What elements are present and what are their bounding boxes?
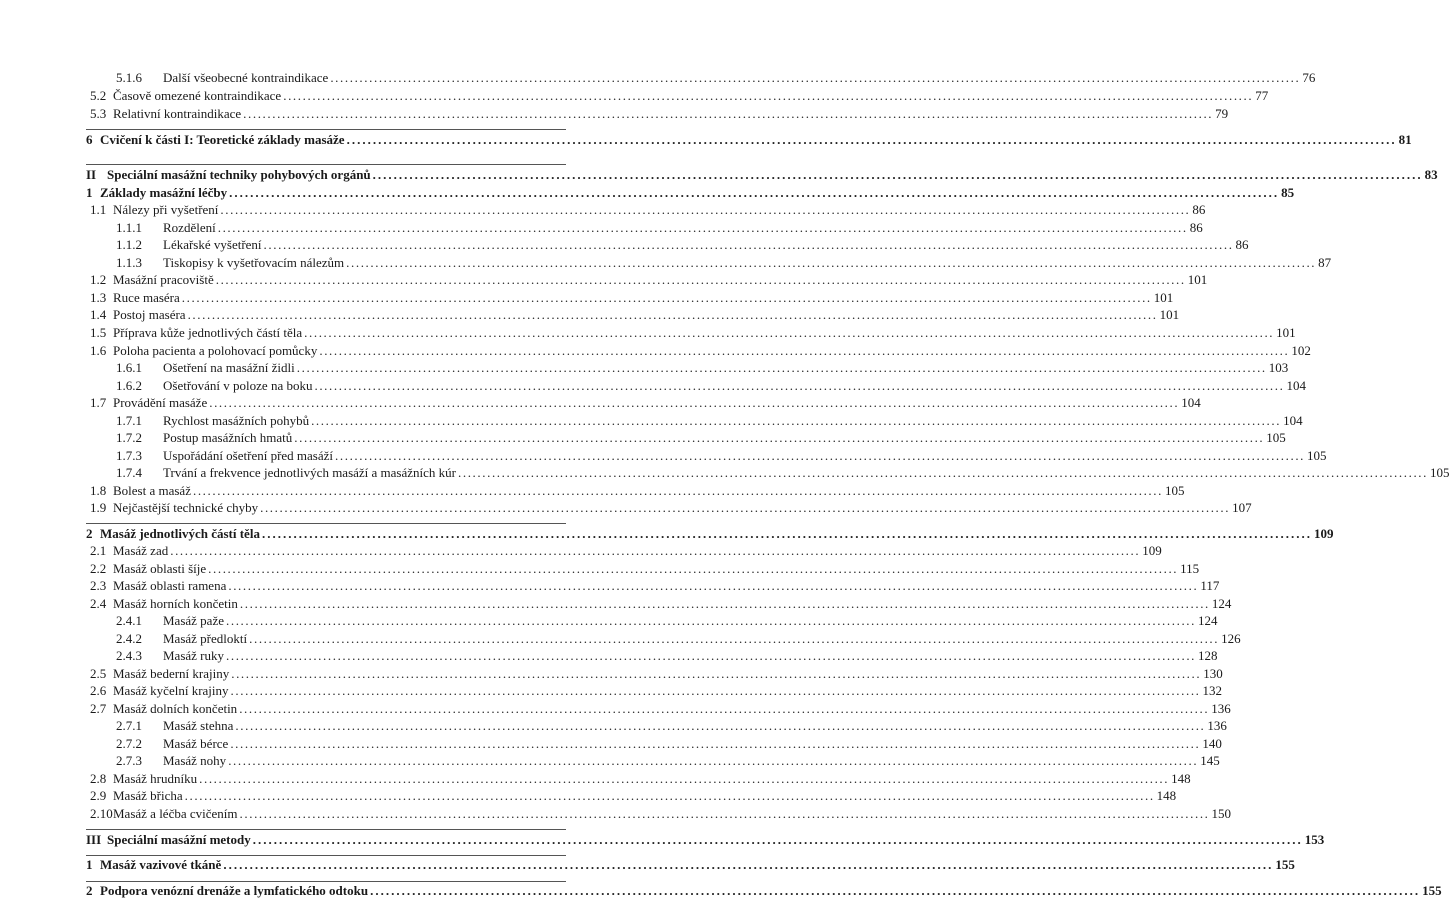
toc-entry-page-number: 77 — [1255, 88, 1269, 103]
section-divider — [86, 129, 566, 130]
toc-entry-title: Speciální masážní metody — [107, 832, 251, 847]
toc-entry-title: Ošetřování v poloze na boku — [163, 378, 313, 393]
dot-leader: ........................................................................................................................................................................................................ — [220, 202, 1191, 217]
toc-entry-page-number: 101 — [1159, 307, 1180, 322]
toc-entry-title: Masáž bederní krajiny — [113, 666, 230, 681]
toc-entry-title: Masáž ruky — [163, 648, 225, 663]
toc-entry-number: 2.9 — [90, 788, 107, 803]
toc-entry-page-number: 101 — [1187, 272, 1208, 287]
toc-entry-number: 1.7.4 — [116, 465, 142, 480]
dot-leader: ........................................................................................................................................................................................................ — [458, 465, 1428, 480]
toc-entry-title: Masáž předloktí — [163, 631, 248, 646]
dot-leader: ........................................................................................................................................................................................................ — [260, 500, 1231, 515]
toc-entry-page-number: 86 — [1235, 237, 1249, 252]
dot-leader: ........................................................................................................................................................................................................ — [184, 788, 1155, 803]
toc-entry-page-number: 148 — [1156, 788, 1177, 803]
toc-entry-number: 2.3 — [90, 578, 107, 593]
toc-entry-title: Postup masážních hmatů — [163, 430, 293, 445]
toc-entry-number: 1.6.2 — [116, 378, 142, 393]
toc-entry-page-number: 104 — [1283, 413, 1303, 428]
dot-leader: ........................................................................................................................................................................................................ — [229, 185, 1280, 200]
dot-leader: ........................................................................................................................................................................................................ — [314, 378, 1285, 393]
toc-entry-number: 5.2 — [90, 88, 107, 103]
toc-entry-number: 2.7.2 — [116, 736, 142, 751]
dot-leader: ........................................................................................................................................................................................................ — [283, 88, 1254, 103]
toc-entry-title: Masáž zad — [113, 543, 169, 558]
toc-entry-number: 2.7 — [90, 701, 107, 716]
toc-entry-page-number: 102 — [1291, 343, 1311, 358]
toc-entry-page-number: 136 — [1211, 701, 1231, 716]
dot-leader: ........................................................................................................................................................................................................ — [296, 360, 1267, 375]
toc-entry-page-number: 140 — [1202, 736, 1222, 751]
toc-entry-page-number: 104 — [1286, 378, 1306, 393]
toc-entry-number: 2.8 — [90, 771, 107, 786]
toc-entry-title: Základy masážní léčby — [100, 185, 228, 200]
toc-entry-number: 2.4.2 — [116, 631, 142, 646]
dot-leader: ........................................................................................................................................................................................................ — [263, 237, 1234, 252]
dot-leader: ........................................................................................................................................................................................................ — [239, 701, 1210, 716]
toc-entry-title: Nejčastější technické chyby — [113, 500, 259, 515]
dot-leader: ........................................................................................................................................................................................................ — [372, 167, 1423, 182]
toc-entry-number: 2 — [86, 526, 93, 541]
toc-entry-number: 1.1.2 — [116, 237, 142, 252]
dot-leader: ........................................................................................................................................................................................................ — [239, 806, 1210, 821]
toc-entry-page-number: 128 — [1198, 648, 1218, 663]
toc-entry-number: 1.4 — [90, 307, 107, 322]
dot-leader: ........................................................................................................................................................................................................ — [231, 666, 1202, 681]
dot-leader: ........................................................................................................................................................................................................ — [346, 132, 1397, 147]
toc-entry-page-number: 104 — [1181, 395, 1201, 410]
toc-entry-number: 1.2 — [90, 272, 107, 287]
toc-entry-page-number: 155 — [1422, 883, 1442, 898]
section-divider — [86, 881, 566, 882]
toc-entry-page-number: 136 — [1207, 718, 1227, 733]
toc-entry-page-number: 153 — [1304, 832, 1325, 847]
toc-entry-page-number: 79 — [1215, 106, 1229, 121]
toc-entry-number: 1.6.1 — [116, 360, 142, 375]
toc-entry-number: 2.2 — [90, 561, 107, 576]
toc-entry-title: Provádění masáže — [113, 395, 208, 410]
toc-entry-number: 2.10 — [90, 806, 113, 821]
toc-entry-page-number: 85 — [1281, 185, 1295, 200]
toc-entry-title: Masáž nohy — [163, 753, 227, 768]
toc-entry-page-number: 117 — [1200, 578, 1220, 593]
toc-entry-title: Masáž dolních končetin — [113, 701, 238, 716]
toc-entry-page-number: 83 — [1424, 167, 1438, 182]
dot-leader: ........................................................................................................................................................................................................ — [226, 648, 1197, 663]
dot-leader: ........................................................................................................................................................................................................ — [223, 857, 1274, 872]
dot-leader: ........................................................................................................................................................................................................ — [235, 718, 1206, 733]
toc-entry-page-number: 124 — [1211, 596, 1232, 611]
toc-entry-page-number: 86 — [1192, 202, 1206, 217]
dot-leader: ........................................................................................................................................................................................................ — [199, 771, 1170, 786]
toc-entry-number: 1 — [86, 185, 93, 200]
toc-entry-title: Cvičení k části I: Teoretické základy masáže — [100, 132, 345, 147]
dot-leader: ........................................................................................................................................................................................................ — [249, 631, 1220, 646]
toc-entry-number: 2.5 — [90, 666, 107, 681]
toc-entry-page-number: 105 — [1164, 483, 1185, 498]
toc-entry-title: Další všeobecné kontraindikace — [163, 70, 329, 85]
dot-leader: ........................................................................................................................................................................................................ — [335, 448, 1306, 463]
toc-entry-number: 1.1.1 — [116, 220, 142, 235]
dot-leader: ........................................................................................................................................................................................................ — [209, 395, 1180, 410]
toc-entry-page-number: 145 — [1200, 753, 1220, 768]
toc-entry-number: 6 — [86, 132, 93, 147]
dot-leader: ........................................................................................................................................................................................................ — [228, 578, 1199, 593]
toc-entry-number: 1.7 — [90, 395, 107, 410]
dot-leader: ........................................................................................................................................................................................................ — [170, 543, 1141, 558]
toc-entry-title: Relativní kontraindikace — [113, 106, 242, 121]
toc-entry-title: Masáž a léčba cvičením — [113, 806, 238, 821]
toc-entry-title: Rozdělení — [163, 220, 216, 235]
toc-entry-title: Časově omezené kontraindikace — [113, 88, 282, 103]
dot-leader: ........................................................................................................................................................................................................ — [239, 596, 1210, 611]
dot-leader: ........................................................................................................................................................................................................ — [311, 413, 1282, 428]
toc-entry-title: Masáž oblasti šíje — [113, 561, 207, 576]
section-divider — [86, 523, 566, 524]
toc-entry-number: 1.1 — [90, 202, 107, 217]
dot-leader: ........................................................................................................................................................................................................ — [192, 483, 1163, 498]
section-divider — [86, 855, 566, 856]
dot-leader: ........................................................................................................................................................................................................ — [261, 526, 1312, 541]
toc-entry-title: Masáž bérce — [163, 736, 229, 751]
toc-entry-title: Masáž oblasti ramena — [113, 578, 227, 593]
toc-entry-number: II — [86, 167, 97, 182]
dot-leader: ........................................................................................................................................................................................................ — [243, 106, 1214, 121]
toc-entry-title: Poloha pacienta a polohovací pomůcky — [113, 343, 318, 358]
toc-entry-number: III — [86, 832, 102, 847]
toc-entry-page-number: 86 — [1189, 220, 1203, 235]
toc-entry-page-number: 101 — [1153, 290, 1174, 305]
toc-entry-title: Uspořádání ošetření před masáží — [163, 448, 334, 463]
dot-leader: ........................................................................................................................................................................................................ — [228, 753, 1199, 768]
toc-entry-title: Ruce maséra — [113, 290, 180, 305]
toc-entry-page-number: 109 — [1142, 543, 1162, 558]
toc-entry-title: Masáž kyčelní krajiny — [113, 683, 229, 698]
dot-leader: ........................................................................................................................................................................................................ — [208, 561, 1179, 576]
toc-entry-number: 2.4.1 — [116, 613, 142, 628]
toc-entry-page-number: 103 — [1268, 360, 1289, 375]
toc-entry-page-number: 124 — [1198, 613, 1218, 628]
dot-leader: ........................................................................................................................................................................................................ — [181, 290, 1152, 305]
toc-entry-page-number: 87 — [1318, 255, 1332, 270]
dot-leader: ........................................................................................................................................................................................................ — [217, 220, 1188, 235]
toc-entry-number: 1.3 — [90, 290, 107, 305]
toc-entry-title: Masáž vazivové tkáně — [100, 857, 222, 872]
toc-entry-number: 5.1.6 — [116, 70, 142, 85]
toc-entry-page-number: 109 — [1313, 526, 1334, 541]
dot-leader: ........................................................................................................................................................................................................ — [319, 343, 1290, 358]
section-divider — [86, 829, 566, 830]
toc-entry-page-number: 105 — [1307, 448, 1327, 463]
toc-entry-page-number: 105 — [1430, 465, 1450, 480]
toc-entry-page-number: 126 — [1221, 631, 1241, 646]
toc-entry-title: Nálezy při vyšetření — [113, 202, 219, 217]
toc-entry-title: Bolest a masáž — [113, 483, 191, 498]
toc-entry-title: Rychlost masážních pohybů — [163, 413, 310, 428]
dot-leader: ........................................................................................................................................................................................................ — [252, 832, 1303, 847]
toc-entry-page-number: 81 — [1398, 132, 1412, 147]
dot-leader: ........................................................................................................................................................................................................ — [215, 272, 1186, 287]
toc-entry-title: Trvání a frekvence jednotlivých masáží a masážních kúr — [163, 465, 456, 480]
toc-entry-page-number: 130 — [1203, 666, 1223, 681]
dot-leader: ........................................................................................................................................................................................................ — [187, 307, 1158, 322]
toc-entry-title: Masáž hrudníku — [113, 771, 198, 786]
dot-leader: ........................................................................................................................................................................................................ — [230, 683, 1201, 698]
toc-entry-page-number: 132 — [1202, 683, 1223, 698]
toc-entry-title: Masáž jednotlivých částí těla — [100, 526, 260, 541]
toc-entry-title: Masáž břicha — [113, 788, 183, 803]
toc-entry-number: 1.7.2 — [116, 430, 142, 445]
toc-entry-page-number: 150 — [1211, 806, 1232, 821]
dot-leader: ........................................................................................................................................................................................................ — [330, 70, 1301, 85]
toc-entry-title: Lékařské vyšetření — [163, 237, 262, 252]
toc-entry-number: 2 — [86, 883, 93, 898]
toc-entry-title: Masážní pracoviště — [113, 272, 214, 287]
toc-entry-title: Masáž paže — [163, 613, 224, 628]
toc-entry-number: 2.6 — [90, 683, 107, 698]
dot-leader: ........................................................................................................................................................................................................ — [294, 430, 1265, 445]
toc-entry-number: 1 — [86, 857, 93, 872]
dot-leader: ........................................................................................................................................................................................................ — [226, 613, 1196, 628]
dot-leader: ........................................................................................................................................................................................................ — [370, 883, 1421, 898]
toc-entry-page-number: 107 — [1232, 500, 1252, 515]
toc-entry-page-number: 101 — [1276, 325, 1296, 340]
toc-entry-number: 2.4.3 — [116, 648, 142, 663]
toc-entry-page-number: 105 — [1266, 430, 1286, 445]
section-divider — [86, 164, 566, 165]
toc-entry-number: 2.7.3 — [116, 753, 142, 768]
toc-entry-page-number: 76 — [1302, 70, 1316, 85]
dot-leader: ........................................................................................................................................................................................................ — [230, 736, 1201, 751]
toc-entry-number: 1.9 — [90, 500, 107, 515]
dot-leader: ........................................................................................................................................................................................................ — [346, 255, 1317, 270]
toc-entry-title: Ošetření na masážní židli — [163, 360, 295, 375]
toc-entry-title: Tiskopisy k vyšetřovacím nálezům — [163, 255, 345, 270]
toc-entry-number: 1.6 — [90, 343, 107, 358]
toc-entry-title: Masáž stehna — [163, 718, 234, 733]
toc-entry-title: Postoj maséra — [113, 307, 186, 322]
toc-entry-title: Speciální masážní techniky pohybových orgánů — [107, 167, 371, 182]
dot-leader: ........................................................................................................................................................................................................ — [304, 325, 1275, 340]
toc-entry-number: 2.1 — [90, 543, 107, 558]
toc-entry-number: 5.3 — [90, 106, 107, 121]
toc-entry-number: 1.7.3 — [116, 448, 142, 463]
toc-entry-title: Příprava kůže jednotlivých částí těla — [113, 325, 303, 340]
toc-entry-number: 1.5 — [90, 325, 107, 340]
toc-entry-page-number: 148 — [1171, 771, 1191, 786]
toc-entry-page-number: 155 — [1275, 857, 1295, 872]
toc-entry-number: 2.4 — [90, 596, 107, 611]
toc-entry-number: 1.7.1 — [116, 413, 142, 428]
toc-entry-number: 1.1.3 — [116, 255, 142, 270]
toc-entry-page-number: 115 — [1180, 561, 1200, 576]
toc-entry-title: Podpora venózní drenáže a lymfatického odtoku — [100, 883, 369, 898]
toc-entry-number: 2.7.1 — [116, 718, 142, 733]
toc-entry-title: Masáž horních končetin — [113, 596, 238, 611]
toc-entry-number: 1.8 — [90, 483, 107, 498]
